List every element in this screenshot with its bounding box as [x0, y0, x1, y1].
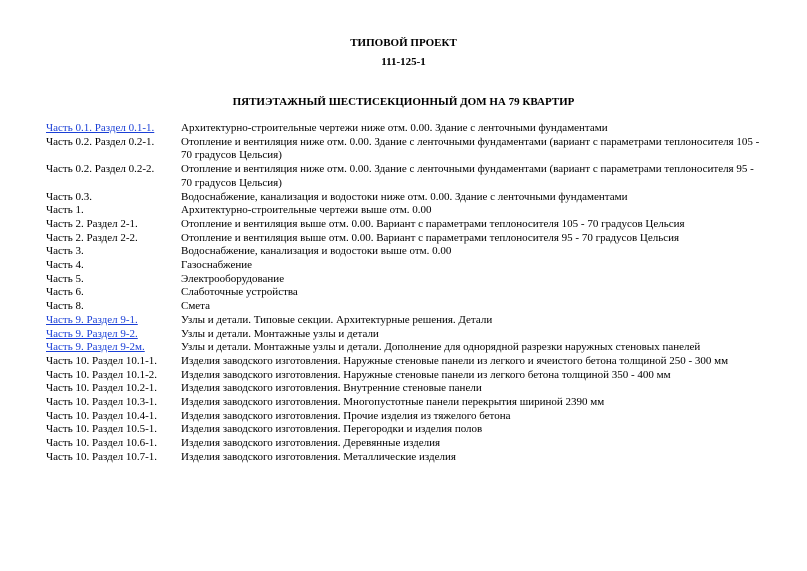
contents-row	[46, 423, 766, 437]
section-description: Архитектурно-строительные чертежи выше отм. 0.00	[181, 204, 432, 217]
section-description: Слаботочные устройства	[181, 286, 298, 299]
contents-row	[46, 369, 766, 383]
contents-row	[46, 218, 766, 232]
section-label: Часть 10. Раздел 10.1-2.	[46, 368, 158, 381]
section-description: Водоснабжение, канализация и водостоки выше отм. 0.00	[181, 245, 452, 258]
project-number: 111-125-1	[381, 56, 426, 68]
contents-row	[46, 355, 766, 369]
section-link[interactable]: Часть 9. Раздел 9-2.	[46, 327, 138, 340]
section-label: Часть 5.	[46, 272, 84, 285]
section-label: Часть 2. Раздел 2-1.	[46, 217, 138, 230]
contents-row	[46, 122, 766, 136]
section-label: Часть 1.	[46, 204, 84, 217]
project-subtitle: ПЯТИЭТАЖНЫЙ ШЕСТИСЕКЦИОННЫЙ ДОМ НА 79 КВАРТИР	[232, 96, 575, 108]
section-description: Смета	[181, 300, 211, 313]
contents-row	[46, 300, 766, 314]
section-link[interactable]: Часть 0.1. Раздел 0.1-1.	[46, 122, 155, 134]
section-label: Часть 10. Раздел 10.6-1.	[46, 437, 158, 450]
section-label: Часть 3.	[46, 245, 84, 258]
section-description: Архитектурно-строительные чертежи ниже отм. 0.00. Здание с ленточными фундаментами	[181, 122, 608, 134]
section-description: Отопление и вентиляция выше отм. 0.00. Вариант с параметрами теплоносителя 105 - 70 градусов Цельсия	[181, 217, 685, 230]
section-description: Изделия заводского изготовления. Прочие изделия из тяжелого бетона	[181, 409, 511, 422]
contents-row	[46, 245, 766, 259]
section-label: Часть 8.	[46, 300, 84, 313]
contents-row	[46, 396, 766, 410]
contents-row	[46, 286, 766, 300]
section-description: Изделия заводского изготовления. Перегородки и изделия полов	[181, 423, 483, 436]
section-description: Узлы и детали. Монтажные узлы и детали. Дополнение для однорядной разрезки наружных стеновых панелей	[181, 341, 701, 354]
contents-row	[46, 437, 766, 451]
section-description: Водоснабжение, канализация и водостоки ниже отм. 0.00. Здание с ленточными фундаментами	[181, 190, 628, 203]
section-label: Часть 10. Раздел 10.3-1.	[46, 396, 158, 409]
contents-row	[46, 136, 766, 163]
contents-row	[46, 259, 766, 273]
section-description: Узлы и детали. Монтажные узлы и детали	[181, 327, 379, 340]
section-description: Отопление и вентиляция ниже отм. 0.00. Здание с ленточными фундаментами (вариант с параметрами теплоносителя 95 - 70 градусов Цельсия)	[181, 163, 754, 189]
section-description: Изделия заводского изготовления. Внутренние стеновые панели	[181, 382, 482, 395]
contents-row	[46, 451, 766, 465]
document-title: ТИПОВОЙ ПРОЕКТ	[350, 37, 457, 49]
contents-row	[46, 204, 766, 218]
section-description: Электрооборудование	[181, 272, 285, 285]
section-label: Часть 0.3.	[46, 190, 92, 203]
contents-row	[46, 163, 766, 190]
contents-row	[46, 410, 766, 424]
section-label: Часть 6.	[46, 286, 84, 299]
section-description: Изделия заводского изготовления. Металлические изделия	[181, 450, 456, 463]
section-label: Часть 0.2. Раздел 0.2-2.	[46, 163, 155, 176]
section-description: Изделия заводского изготовления. Наружные стеновые панели из легкого и ячеистого бетона толщиной 250 - 300 мм	[181, 354, 729, 367]
section-label: Часть 10. Раздел 10.1-1.	[46, 354, 158, 367]
contents-row	[46, 191, 766, 205]
contents-row	[46, 314, 766, 328]
section-description: Газоснабжение	[181, 259, 252, 272]
section-label: Часть 10. Раздел 10.7-1.	[46, 450, 158, 463]
contents-row	[46, 382, 766, 396]
section-description: Изделия заводского изготовления. Наружные стеновые панели из легкого бетона толщиной 350 - 400 мм	[181, 368, 671, 381]
contents-row	[46, 273, 766, 287]
section-label: Часть 10. Раздел 10.4-1.	[46, 409, 158, 422]
section-label: Часть 10. Раздел 10.5-1.	[46, 423, 158, 436]
section-description: Отопление и вентиляция ниже отм. 0.00. Здание с ленточными фундаментами (вариант с параметрами теплоносителя 105 - 70 градусов Цельсия)	[181, 135, 760, 162]
contents-row	[46, 232, 766, 246]
section-link[interactable]: Часть 9. Раздел 9-1.	[46, 313, 138, 326]
section-description: Изделия заводского изготовления. Многопустотные панели перекрытия шириной 2390 мм	[181, 396, 605, 409]
section-label: Часть 4.	[46, 259, 84, 272]
section-description: Изделия заводского изготовления. Деревянные изделия	[181, 437, 441, 450]
section-label: Часть 0.2. Раздел 0.2-1.	[46, 135, 155, 148]
section-link[interactable]: Часть 9. Раздел 9-2м.	[46, 341, 145, 354]
section-label: Часть 2. Раздел 2-2.	[46, 231, 138, 244]
contents-row	[46, 328, 766, 342]
section-description: Отопление и вентиляция выше отм. 0.00. Вариант с параметрами теплоносителя 95 - 70 градусов Цельсия	[181, 231, 680, 244]
contents-list	[46, 122, 766, 465]
contents-row	[46, 341, 766, 355]
section-description: Узлы и детали. Типовые секции. Архитектурные решения. Детали	[181, 313, 493, 326]
section-label: Часть 10. Раздел 10.2-1.	[46, 382, 158, 395]
